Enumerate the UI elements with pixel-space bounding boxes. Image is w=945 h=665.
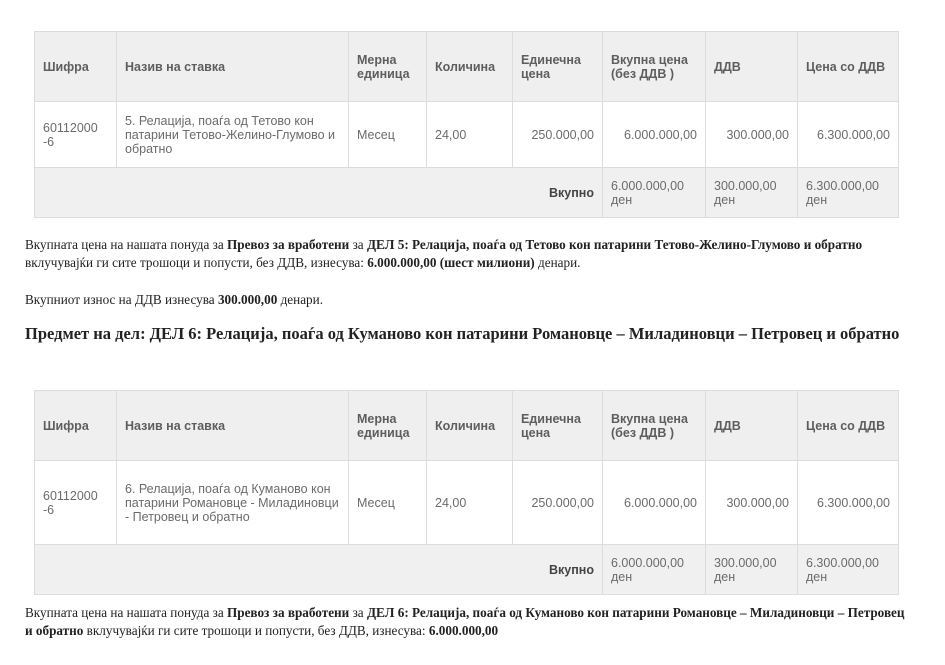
header-total-no-vat: Вкупна цена (без ДДВ ) (603, 32, 706, 102)
header-total-no-vat: Вкупна цена (без ДДВ ) (603, 391, 706, 461)
table-header-row (35, 32, 899, 102)
cell-unit: Месец (349, 102, 427, 168)
header-price-with-vat: Цена со ДДВ (798, 391, 899, 461)
header-price-with-vat: Цена со ДДВ (798, 32, 899, 102)
cell-item-name: 6. Релација, поаѓа од Куманово кон патарини Романовце - Миладиновци - Петровец и обратно (117, 461, 349, 545)
header-unit: Мерна единица (349, 32, 427, 102)
cell-unit-price: 250.000,00 (513, 461, 603, 545)
price-table-part5 (34, 31, 899, 218)
total-row (35, 545, 899, 595)
cell-price-with-vat: 6.300.000,00 (798, 461, 899, 545)
offer-summary-part5: Вкупната цена на нашата понуда за Превоз за вработени за ДЕЛ 5: Релација, поаѓа од Тетово кон патарини Тетово-Желино-Глумово и обратно вклучувајќи ги сите трошоци и попусти, без ДДВ, изнесува: 6.000.000,00 (шест милиони) денари. (25, 237, 863, 270)
total-label: Вкупно (35, 545, 603, 595)
cell-quantity: 24,00 (427, 102, 513, 168)
cell-total-no-vat: 6.000.000,00 (603, 461, 706, 545)
cell-code: 60112000 -6 (35, 102, 117, 168)
table-header-row (35, 391, 899, 461)
total-with-vat: 6.300.000,00 ден (798, 545, 899, 595)
total-vat: 300.000,00 ден (706, 168, 798, 218)
cell-code: 60112000 -6 (35, 461, 117, 545)
cell-vat: 300.000,00 (706, 461, 798, 545)
cell-quantity: 24,00 (427, 461, 513, 545)
cell-item-name: 5. Релација, поаѓа од Тетово кон патарини Тетово-Желино-Глумово и обратно (117, 102, 349, 168)
price-table-part6 (34, 390, 899, 595)
header-unit-price: Единечна цена (513, 391, 603, 461)
total-vat: 300.000,00 ден (706, 545, 798, 595)
header-unit-price: Единечна цена (513, 32, 603, 102)
header-vat: ДДВ (706, 32, 798, 102)
cell-unit: Месец (349, 461, 427, 545)
vat-summary-part5: Вкупниот износ на ДДВ изнесува 300.000,00 денари. (25, 292, 323, 307)
cell-price-with-vat: 6.300.000,00 (798, 102, 899, 168)
table-row (35, 102, 899, 168)
section-heading-part6: Предмет на дел: ДЕЛ 6: Релација, поаѓа од Куманово кон патарини Романовце – Миладиновци – Петровец и обратно (25, 324, 900, 343)
header-code: Шифра (35, 32, 117, 102)
total-no-vat: 6.000.000,00 ден (603, 168, 706, 218)
header-vat: ДДВ (706, 391, 798, 461)
cell-unit-price: 250.000,00 (513, 102, 603, 168)
header-quantity: Количина (427, 32, 513, 102)
total-label: Вкупно (35, 168, 603, 218)
total-with-vat: 6.300.000,00 ден (798, 168, 899, 218)
offer-summary-part6: Вкупната цена на нашата понуда за Превоз за вработени за ДЕЛ 6: Релација, поаѓа од Куманово кон патарини Романовце – Миладиновци – Петровец и обратно вклучувајќи ги сите трошоци и попусти, без ДДВ, изнесува: 6.000.000,00 (25, 605, 905, 638)
total-row (35, 168, 899, 218)
table-row (35, 461, 899, 545)
header-quantity: Количина (427, 391, 513, 461)
header-item-name: Назив на ставка (117, 32, 349, 102)
cell-total-no-vat: 6.000.000,00 (603, 102, 706, 168)
header-item-name: Назив на ставка (117, 391, 349, 461)
header-code: Шифра (35, 391, 117, 461)
total-no-vat: 6.000.000,00 ден (603, 545, 706, 595)
header-unit: Мерна единица (349, 391, 427, 461)
cell-vat: 300.000,00 (706, 102, 798, 168)
